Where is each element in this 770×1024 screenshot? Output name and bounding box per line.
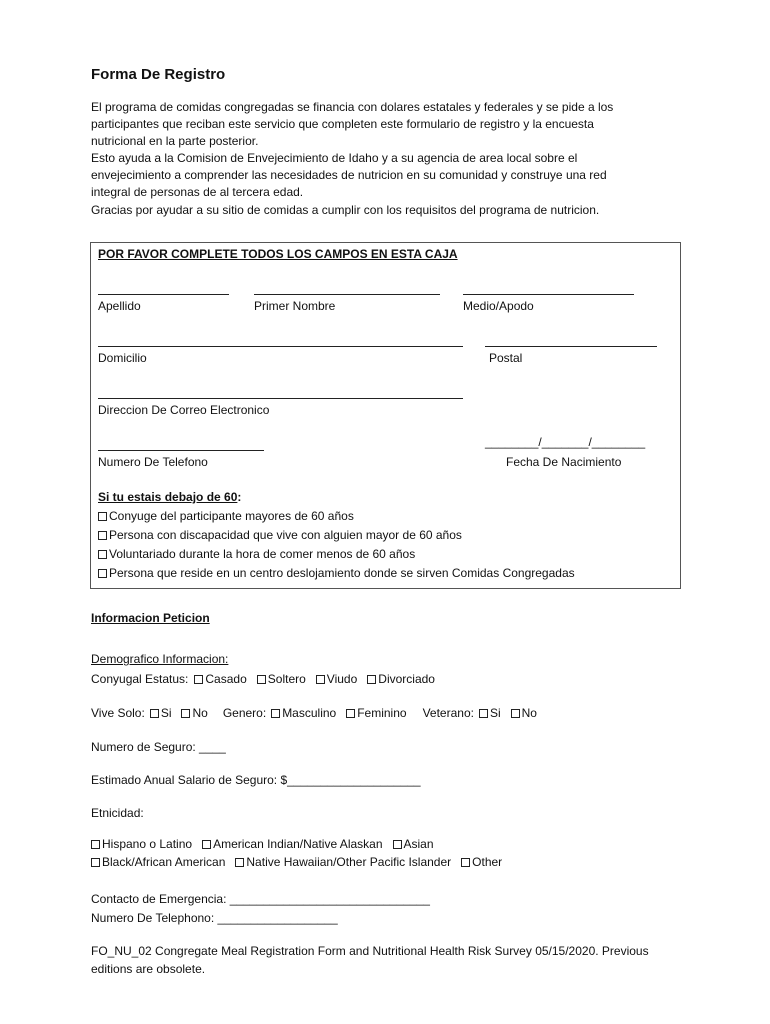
vive-solo-label: Vive Solo: <box>91 706 145 720</box>
checkbox-icon[interactable] <box>91 840 100 849</box>
under60-option[interactable]: Persona con discapacidad que vive con alguien mayor de 60 años <box>98 528 462 542</box>
checkbox-icon[interactable] <box>479 709 488 718</box>
option-asian[interactable]: Asian <box>393 837 434 851</box>
fecha-nacimiento-field[interactable]: ________/_______/________ <box>485 435 646 449</box>
apellido-label: Apellido <box>98 299 141 313</box>
under60-option[interactable]: Conyuge del participante mayores de 60 años <box>98 509 354 523</box>
checkbox-icon[interactable] <box>194 675 203 684</box>
checkbox-icon[interactable] <box>98 531 107 540</box>
form-title: Forma De Registro <box>91 66 226 83</box>
checkbox-icon[interactable] <box>346 709 355 718</box>
primer-nombre-label: Primer Nombre <box>254 299 336 313</box>
genero-label: Genero: <box>222 706 267 720</box>
under60-heading-colon: : <box>237 490 242 504</box>
primer-nombre-field[interactable] <box>254 294 440 295</box>
intro-line: El programa de comidas congregadas se financia con dolares estatales y federales y se pide a los <box>91 100 614 114</box>
emergency-phone-field[interactable]: Numero De Telephono: __________________ <box>91 911 338 925</box>
intro-line: integral de personas de al tercera edad. <box>91 185 304 200</box>
option-divorciado[interactable]: Divorciado <box>367 672 435 686</box>
vive-solo-row <box>91 706 537 720</box>
intro-line: envejecimiento a comprender las necesidades de nutricion en su comunidad y construye una red <box>91 168 607 183</box>
medio-apodo-label: Medio/Apodo <box>463 299 534 313</box>
etnicidad-row-1 <box>91 837 434 851</box>
under60-heading <box>98 490 241 504</box>
under60-option[interactable]: Voluntariado durante la hora de comer menos de 60 años <box>98 547 415 561</box>
medio-apodo-field[interactable] <box>463 294 634 295</box>
option-casado[interactable]: Casado <box>194 672 246 686</box>
checkbox-icon[interactable] <box>393 840 402 849</box>
option-vive-solo-si[interactable]: Si <box>150 706 172 720</box>
checkbox-icon[interactable] <box>91 858 100 867</box>
intro-line: Esto ayuda a la Comision de Envejecimiento de Idaho y a su agencia de area local sobre el <box>91 151 578 166</box>
postal-label: Postal <box>489 351 523 365</box>
option-feminino[interactable]: Feminino <box>346 706 406 720</box>
marital-status-label: Conyugal Estatus: <box>91 672 189 686</box>
demographic-heading: Demografico Informacion: <box>91 652 229 666</box>
option-black[interactable]: Black/African American <box>91 855 225 869</box>
option-other[interactable]: Other <box>461 855 502 869</box>
footer-line: editions are obsolete. <box>91 962 206 976</box>
checkbox-icon[interactable] <box>257 675 266 684</box>
domicilio-label: Domicilio <box>98 351 147 365</box>
checkbox-icon[interactable] <box>367 675 376 684</box>
numero-seguro-field[interactable]: Numero de Seguro: ____ <box>91 740 226 754</box>
checkbox-icon[interactable] <box>511 709 520 718</box>
option-veterano-si[interactable]: Si <box>479 706 501 720</box>
salario-field[interactable]: Estimado Anual Salario de Seguro: $____________________ <box>91 773 421 787</box>
checkbox-icon[interactable] <box>235 858 244 867</box>
checkbox-icon[interactable] <box>202 840 211 849</box>
intro-line: participantes que reciban este servicio que completen este formulario de registro y la encuesta <box>91 117 594 132</box>
option-native-hawaiian[interactable]: Native Hawaiian/Other Pacific Islander <box>235 855 451 869</box>
checkbox-icon[interactable] <box>98 569 107 578</box>
intro-line: nutricional en la parte posterior. <box>91 134 259 149</box>
emergency-contact-field[interactable]: Contacto de Emergencia: ______________________________ <box>91 892 430 906</box>
veterano-label: Veterano: <box>422 706 474 720</box>
option-masculino[interactable]: Masculino <box>271 706 336 720</box>
checkbox-icon[interactable] <box>98 550 107 559</box>
option-vive-solo-no[interactable]: No <box>181 706 207 720</box>
etnicidad-label: Etnicidad: <box>91 806 144 820</box>
required-fields-box <box>90 242 681 589</box>
option-viudo[interactable]: Viudo <box>316 672 357 686</box>
apellido-field[interactable] <box>98 294 229 295</box>
correo-label: Direccion De Correo Electronico <box>98 403 270 417</box>
option-soltero[interactable]: Soltero <box>257 672 306 686</box>
under60-heading-text: Si tu estais debajo de 60 <box>98 490 238 504</box>
checkbox-icon[interactable] <box>271 709 280 718</box>
correo-field[interactable] <box>98 398 463 399</box>
etnicidad-row-2 <box>91 855 502 869</box>
info-heading: Informacion Peticion <box>91 611 210 625</box>
intro-paragraph <box>91 99 681 219</box>
option-veterano-no[interactable]: No <box>511 706 537 720</box>
checkbox-icon[interactable] <box>98 512 107 521</box>
checkbox-icon[interactable] <box>150 709 159 718</box>
telefono-label: Numero De Telefono <box>98 455 208 469</box>
domicilio-field[interactable] <box>98 346 463 347</box>
intro-line: Gracias por ayudar a su sitio de comidas a cumplir con los requisitos del programa de nutricion. <box>91 202 600 217</box>
checkbox-icon[interactable] <box>181 709 190 718</box>
box-heading: POR FAVOR COMPLETE TODOS LOS CAMPOS EN ESTA CAJA <box>98 247 458 261</box>
option-american-indian[interactable]: American Indian/Native Alaskan <box>202 837 382 851</box>
footer-line: FO_NU_02 Congregate Meal Registration Form and Nutritional Health Risk Survey 05/15/2020. Previous <box>91 944 649 958</box>
fecha-nacimiento-label: Fecha De Nacimiento <box>506 455 622 469</box>
postal-field[interactable] <box>485 346 657 347</box>
under60-option[interactable]: Persona que reside en un centro deslojamiento donde se sirven Comidas Congregadas <box>98 566 575 580</box>
checkbox-icon[interactable] <box>461 858 470 867</box>
checkbox-icon[interactable] <box>316 675 325 684</box>
telefono-field[interactable] <box>98 450 264 451</box>
marital-status-row <box>91 672 435 686</box>
option-hispano[interactable]: Hispano o Latino <box>91 837 192 851</box>
